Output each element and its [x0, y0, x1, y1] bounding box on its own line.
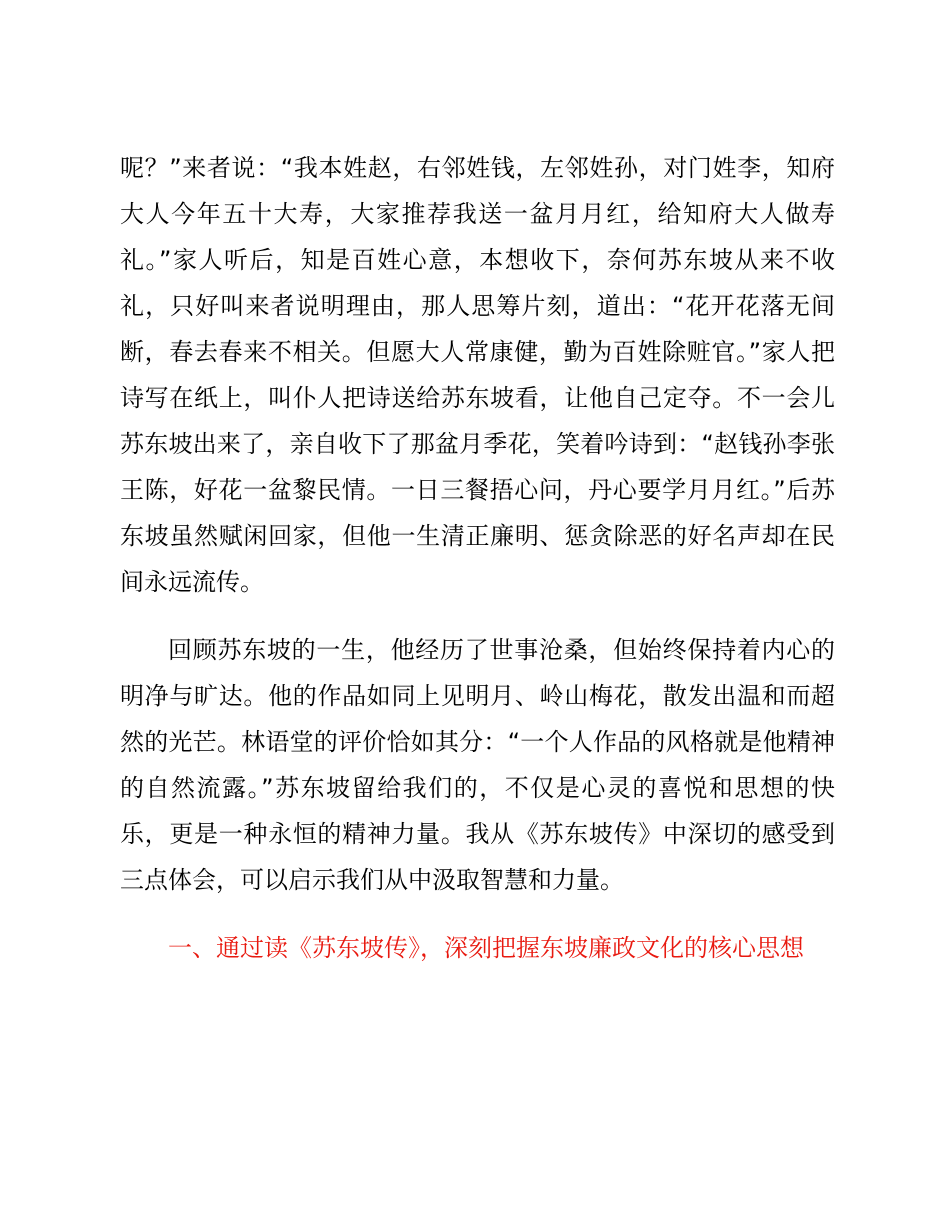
- section-heading: 一、通过读《苏东坡传》，深刻把握东坡廉政文化的核心思想: [168, 934, 804, 962]
- document-body: [120, 145, 835, 971]
- body-paragraph-reflection: 回顾苏东坡的一生，他经历了世事沧桑，但始终保持着内心的明净与旷达。他的作品如同上见明月、岭山梅花，散发出温和而超然的光芒。林语堂的评价恰如其分：“一个人作品的风格就是他精神的自然流露。”苏东坡留给我们的，不仅是心灵的喜悦和思想的快乐，更是一种永恒的精神力量。我从《苏东坡传》中深切的感受到三点体会，可以启示我们从中汲取智慧和力量。: [120, 636, 835, 894]
- body-paragraph-continued: 呢？”来者说：“我本姓赵，右邻姓钱，左邻姓孙，对门姓李，知府大人今年五十大寿，大家推荐我送一盆月月红，给知府大人做寿礼。”家人听后，知是百姓心意，本想收下，奈何苏东坡从来不收礼，只好叫来者说明理由，那人思筹片刻，道出：“花开花落无间断，春去春来不相关。但愿大人常康健，勤为百姓除赃官。”家人把诗写在纸上，叫仆人把诗送给苏东坡看，让他自己定夺。不一会儿苏东坡出来了，亲自收下了那盆月季花，笑着吟诗到：“赵钱孙李张王陈，好花一盆黎民情。一日三餐捂心问，丹心要学月月红。”后苏东坡虽然赋闲回家，但他一生清正廉明、惩贪除恶的好名声却在民间永远流传。: [120, 154, 835, 596]
